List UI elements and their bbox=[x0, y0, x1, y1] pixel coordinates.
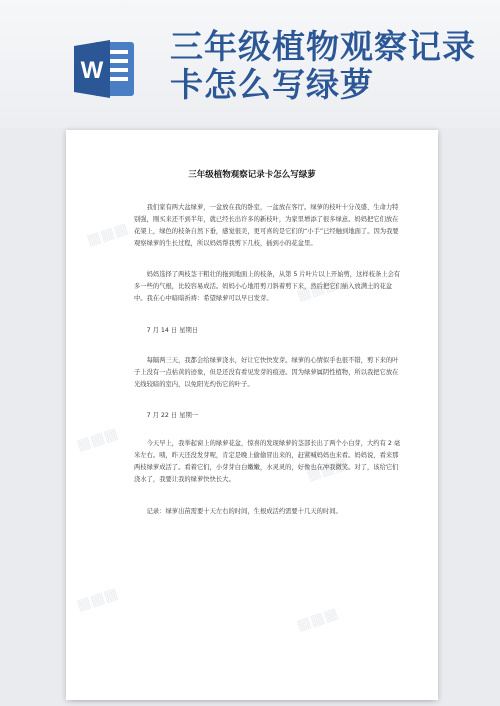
date-heading: 7 月 14 日 星期日 bbox=[146, 327, 199, 334]
banner-title: 三年级植物观察记录卡怎么写绿萝 bbox=[170, 27, 476, 104]
document-title: 三年级植物观察记录卡怎么写绿萝 bbox=[188, 170, 316, 180]
watermark: ▦▦▦ bbox=[74, 583, 121, 615]
watermark: ▦▦▦ bbox=[294, 603, 341, 635]
watermark: ▦▦▦ bbox=[304, 453, 351, 485]
watermark: ▦▦▦ bbox=[74, 423, 121, 455]
date-heading: 7 月 22 日 星期一 bbox=[146, 412, 199, 419]
paragraph: 妈妈选择了两枝茎干粗壮的拖到地面上的枝条，从第 5 片叶片以上开始剪，这样枝条上会有多一些的气根，比较容易成活。妈妈小心地用剪刀斜着剪下来，然后把它们插入放满土的花盆中。我在心中暗暗祈祷：希望绿萝可以早日发芽。 bbox=[134, 271, 401, 302]
word-logo-letter: W bbox=[80, 57, 104, 84]
banner bbox=[0, 0, 500, 128]
watermark: ▦▦▦ bbox=[84, 218, 131, 250]
watermark: ▦▦▦ bbox=[294, 273, 341, 305]
paragraph: 我们家有两大盆绿萝，一盆放在我的卧室，一盆放在客厅。绿萝的枝叶十分茂盛、生命力特别强，刚买来还不到半年，就已经长出许多的新枝叶，为家里增添了很多绿意。妈妈把它们放在花架上，绿色的枝条自然下垂，感觉很美，更可喜的是它们的“小手”已经触到地面了。因为我要观察绿萝的生长过程，所以妈妈帮我剪下几枝，插到小的花盆里。 bbox=[134, 204, 399, 247]
paragraph: 今天早上，我举起窗上的绿萝花盆，惊喜的发现绿萝的茎部长出了两个小白芽，大约有 2 毫米左右。咦，昨天还没发芽呢，肯定是晚上偷偷冒出来的，赶紧喊妈妈也来看。妈妈说，看来那两枝绿萝成活了。看着它们，小芽芽白白嫩嫩，水灵灵的，好像也在冲我微笑。对了，该给它们浇水了，我要让我的绿萝快快长大。 bbox=[134, 440, 401, 483]
word-document-icon bbox=[72, 36, 138, 102]
paragraph: 每隔两三天，我都会给绿萝浇水，好让它快快发芽。绿萝的心情似乎也很不错，剪下来的叶子上没有一点枯黄的迹象，但是还没有看见发芽的痕迹。因为绿萝属阴性植物，所以我把它放在光线较暗的室内，以免阳光灼伤它的叶子。 bbox=[134, 357, 399, 388]
record-note: 记录：绿萝出苗需要十天左右的时间，生根成活约需要十几天的时间。 bbox=[146, 508, 342, 515]
document-page bbox=[66, 130, 438, 700]
